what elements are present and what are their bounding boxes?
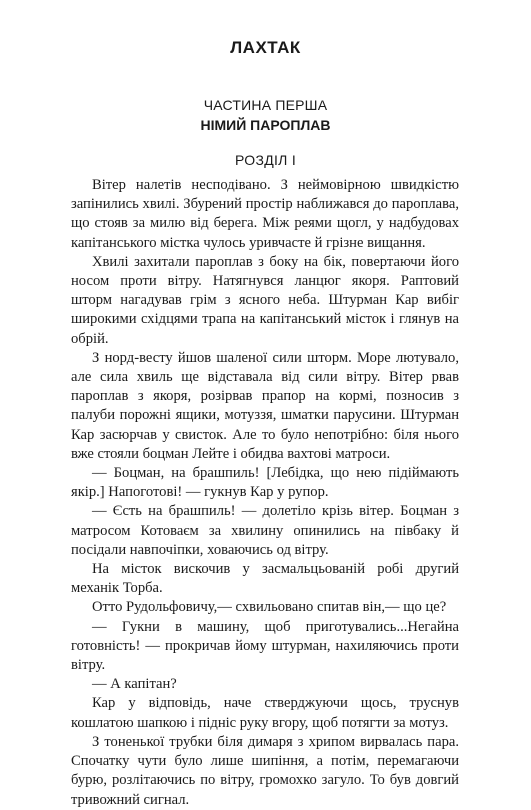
paragraph: З тоненької трубки біля димаря з хрипом вирвалась пара. Спочатку чути було лише шипіння, а потім, перемагаючи бурю, розлітаючись по вітру, громохко загуло. То був довгий тривожний сигнал. [71,733,459,808]
book-title: ЛАХТАК [230,38,301,57]
paragraph: — Гукни в машину, щоб приготувались...Негайна готовність! — прокричав йому штурман, нахиляючись проти вітру. [71,618,459,674]
part-title: ЧАСТИНА ПЕРША [203,97,328,113]
paragraph: — Єсть на брашпиль! — долетіло крізь вітер. Боцман з матросом Котоваєм за хвилину опинились на півбаку й посідали навпочіпки, ховаючись од вітру. [71,503,459,558]
chapter-title: РОЗДІЛ І [234,152,297,168]
paragraph: З норд-весту йшов шаленої сили шторм. Море лютувало, але сила хвиль ще відставала від сили вітру. Вітер рвав пароплав з якоря, розірвав прапор на кормі, позносив з палуби порожні ящики, мотуззя, шматки парусини. Штурман Кар засюрчав у свисток. Але то було непотрібно: біля нього вже стояли боцман Лейте і обидва вахтові матроси. [71,349,459,462]
chapter-body [71,176,459,810]
paragraph: Кар у відповідь, наче стверджуючи щось, труснув кошлатою шапкою і підніс руку вгору, щоб потягти за мотуз. [71,695,459,731]
paragraph: — Боцман, на брашпиль! [Лебідка, що нею підіймають якір.] Напоготові! — гукнув Кар у рупор. [71,465,459,501]
paragraph: Отто Рудольфовичу,— схвильовано спитав він,— що це? [92,599,447,616]
paragraph: Хвилі захитали пароплав з боку на бік, повертаючи його носом проти вітру. Натягнувся ланцюг якоря. Раптовий шторм нагадував грім з ясного неба. Штурман Кар вибіг широкими східцями трапа на капітанський місток і глянув на обрій. [71,253,459,347]
paragraph: — А капітан? [92,676,177,693]
paragraph: Вітер налетів несподівано. З неймовірною швидкістю запінились хвилі. Збурений простір наближався до пароплава, що стояв за милю від берега. Між реями щогл, у надбудовах капітанського містка чулось уривчасте й грізне вищання. [71,177,459,251]
part-name: НІМИЙ ПАРОПЛАВ [200,117,331,133]
paragraph: На місток вискочив у засмальцьованій робі другий механік Торба. [71,561,459,597]
